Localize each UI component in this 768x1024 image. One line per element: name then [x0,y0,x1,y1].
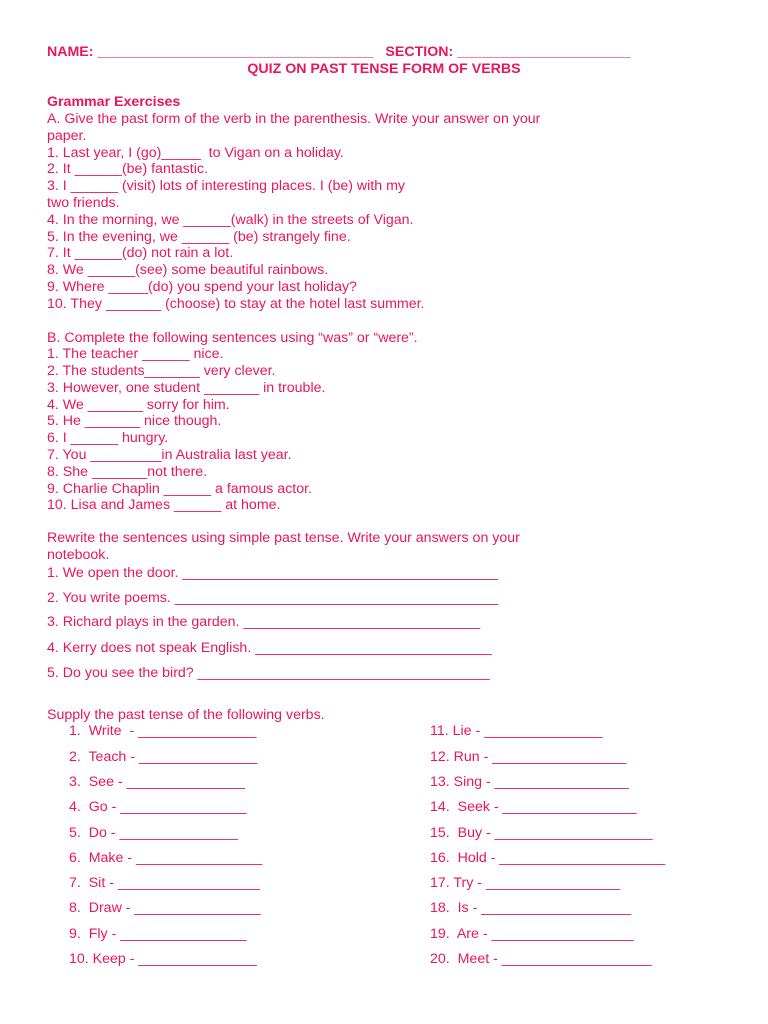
part-b-item: 8. She _______not there. [47,464,208,480]
part-a-item: 4. In the morning, we ______(walk) in the streets of Vigan. [47,212,414,228]
verb-item: 3. See - _______________ [69,774,245,790]
part-b-item: 1. The teacher ______ nice. [47,346,224,362]
part-a-item: 5. In the evening, we ______ (be) strangely fine. [47,229,351,245]
part-b-item: 3. However, one student _______ in trouble. [47,380,326,396]
verb-item: 11. Lie - _______________ [430,723,603,739]
verb-item: 12. Run - _________________ [430,749,627,765]
part-a-item: 9. Where _____(do) you spend your last holiday? [47,279,357,295]
part-b-item: 4. We _______ sorry for him. [47,397,230,413]
part-b-item: 10. Lisa and James ______ at home. [47,497,281,513]
part-a-instruction: A. Give the past form of the verb in the parenthesis. Write your answer on your [47,111,541,127]
verb-item: 9. Fly - ________________ [69,926,247,942]
verb-item: 6. Make - ________________ [69,850,263,866]
verb-item: 16. Hold - _____________________ [430,850,666,866]
part-c-item: 5. Do you see the bird? _____________________________________ [47,665,490,681]
part-a-item: 3. I ______ (visit) lots of interesting places. I (be) with my [47,178,405,194]
quiz-title: QUIZ ON PAST TENSE FORM OF VERBS [247,61,521,77]
verb-item: 14. Seek - _________________ [430,799,637,815]
verb-item: 13. Sing - _________________ [430,774,629,790]
part-c-item: 3. Richard plays in the garden. ______________________________ [47,614,481,630]
part-a-item: two friends. [47,195,120,211]
verb-item: 17. Try - _________________ [430,875,621,891]
verb-item: 18. Is - ___________________ [430,900,632,916]
part-b-item: 7. You _________in Australia last year. [47,447,292,463]
part-c-instruction: Rewrite the sentences using simple past tense. Write your answers on your [47,530,520,546]
part-c-item: 4. Kerry does not speak English. ______________________________ [47,640,492,656]
part-a-item: 7. It ______(do) not rain a lot. [47,245,234,261]
verb-item: 5. Do - _______________ [69,825,238,841]
verb-item: 15. Buy - ____________________ [430,825,653,841]
part-a-item: 1. Last year, I (go)_____ to Vigan on a holiday. [47,145,344,161]
verb-item: 2. Teach - _______________ [69,749,258,765]
part-b-item: 6. I ______ hungry. [47,430,169,446]
part-d-instruction: Supply the past tense of the following verbs. [47,707,325,723]
part-b-item: 5. He _______ nice though. [47,413,222,429]
verb-item: 20. Meet - ___________________ [430,951,652,967]
part-a-item: 10. They _______ (choose) to stay at the hotel last summer. [47,296,425,312]
grammar-exercises-heading: Grammar Exercises [47,94,181,110]
verb-item: 8. Draw - ________________ [69,900,261,916]
part-c-item: 1. We open the door. ________________________________________ [47,565,499,581]
part-c-item: 2. You write poems. _________________________________________ [47,590,499,606]
part-a-instruction-cont: paper. [47,128,87,144]
verb-item: 1. Write - _______________ [69,723,257,739]
verb-item: 7. Sit - __________________ [69,875,260,891]
part-c-instruction-cont: notebook. [47,547,110,563]
verb-item: 10. Keep - _______________ [69,951,257,967]
part-b-item: 2. The students_______ very clever. [47,363,276,379]
part-a-item: 8. We ______(see) some beautiful rainbows. [47,262,329,278]
part-b-item: 9. Charlie Chaplin ______ a famous actor. [47,481,312,497]
verb-item: 4. Go - ________________ [69,799,247,815]
name-section-line: NAME: ___________________________________ SECTION: ______________________ [47,44,631,60]
part-b-instruction: B. Complete the following sentences using “was” or “were”. [47,330,418,346]
verb-item: 19. Are - __________________ [430,926,634,942]
part-a-item: 2. It ______(be) fantastic. [47,161,208,177]
